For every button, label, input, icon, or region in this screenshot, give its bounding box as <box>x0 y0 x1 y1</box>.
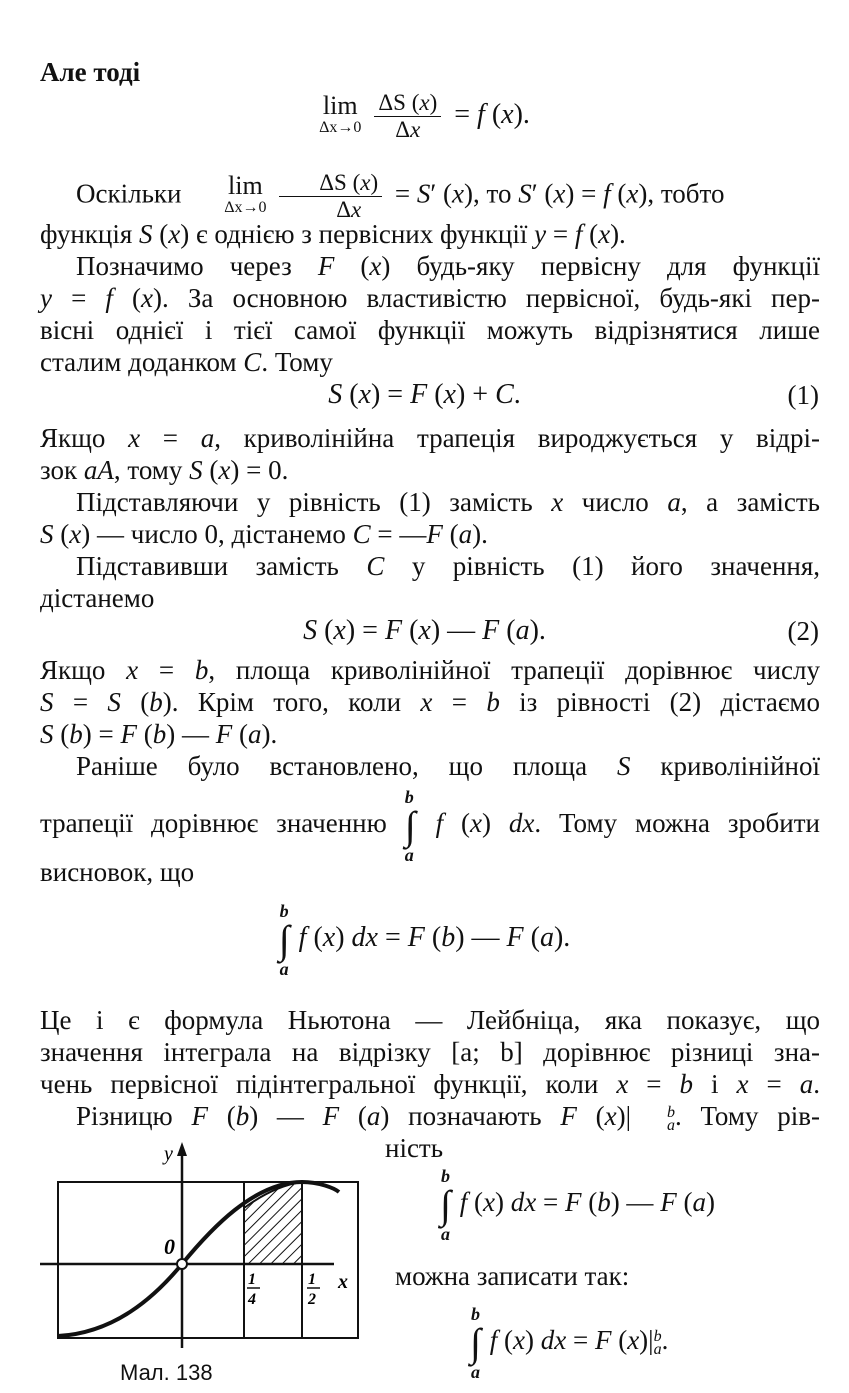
text-line-5: y = f (x). За основною властивістю первісної, будь-які пер- <box>40 283 820 313</box>
text-line-25: можна записати так: <box>395 1261 630 1291</box>
tick-1-2-den: 2 <box>308 1291 316 1308</box>
text-line-15: S = S (b). Крім того, коли x = b із рівності (2) дістаємо <box>40 687 820 717</box>
text-line-9: зок aA, тому S (x) = 0. <box>40 455 289 485</box>
text-line-10: Підставляючи у рівність (1) замість x число a, а замість <box>76 487 820 517</box>
text-line-12: Підставивши замість C у рівність (1) його значення, <box>76 551 821 581</box>
formula-right-1: b ∫ a f (x) dx = F (b) — F (a) <box>440 1165 715 1244</box>
text-line-2: Оскільки lim Δx→0 $\frac{\Delta S (x)}{\Delta x}$ = S′ (x), то S′ (x) = f (x), тобто <box>76 170 725 222</box>
text-line-20: Це і є формула Ньютона — Лейбніца, яка показує, що <box>40 1005 820 1035</box>
formula-right-2: b ∫ a f (x) dx = F (x)| b a . <box>470 1303 669 1382</box>
formula-limit: lim Δx→0 $\frac{\Delta S (x)}{\Delta x}$ = f (x). <box>319 90 530 142</box>
text-line-22: чень первісної підінтегральної функції, коли x = b і x = a. <box>40 1069 820 1099</box>
tick-1-4-num: 1 <box>248 1271 256 1288</box>
formula-newton-leibniz: b ∫ a f (x) dx = F (b) — F (a). <box>278 900 571 979</box>
text-line-24: ність <box>385 1133 444 1163</box>
x-axis-label: x <box>338 1271 348 1293</box>
formula-number-1: (1) <box>787 380 819 410</box>
figure-138-graph <box>34 1138 374 1348</box>
text-line-14: Якщо x = b, площа криволінійної трапеції дорівнює числу <box>40 655 821 685</box>
y-axis-arrow <box>177 1142 187 1156</box>
text-line-16: S (b) = F (b) — F (a). <box>40 719 278 749</box>
origin-point <box>177 1259 187 1269</box>
figure-caption: Мал. 138 <box>120 1360 213 1385</box>
text-line-11: S (x) — число 0, дістанемо C = —F (a). <box>40 519 488 549</box>
text-line-19: висновок, що <box>40 857 195 887</box>
formula-number-2: (2) <box>787 616 819 646</box>
text-line-21: значення інтеграла на відрізку [a; b] дорівнює різниці зна- <box>40 1037 820 1067</box>
text-line-6: вісні однієї і тієї самої функції можуть відрізнятися лише <box>40 315 820 345</box>
tick-1-2-num: 1 <box>308 1271 316 1288</box>
graph-frame <box>58 1182 358 1338</box>
formula-2: S (x) = F (x) — F (a). <box>303 615 546 646</box>
tick-1-4-den: 4 <box>248 1291 256 1308</box>
text-line-7: сталим доданком C. Тому <box>40 347 333 377</box>
text-line-1 <box>40 56 820 88</box>
text-line-3: функція S (x) є однією з первісних функції y = f (x). <box>40 219 626 249</box>
y-axis-label: y <box>164 1143 173 1165</box>
text-line-4: Позначимо через F (x) будь-яку первісну для функції <box>76 251 820 281</box>
text-line-8: Якщо x = a, криволінійна трапеція вироджується у відрі- <box>40 423 820 453</box>
text-line-23: Різницю F (b) — F (a) позначають F (x)| b a . Тому рів- <box>76 1101 820 1134</box>
formula-1: S (x) = F (x) + C. <box>328 379 521 410</box>
text-line-17: Раніше було встановлено, що площа S криволінійної <box>76 751 821 781</box>
text-line-13: дістанемо <box>40 583 155 613</box>
hatched-area <box>244 1182 302 1264</box>
text-line-18: трапеції дорівнює значенню b ∫ a f (x) dx. Тому можна зробити <box>40 787 820 865</box>
origin-label: 0 <box>164 1234 175 1259</box>
intro-text: Але тоді <box>40 57 141 87</box>
